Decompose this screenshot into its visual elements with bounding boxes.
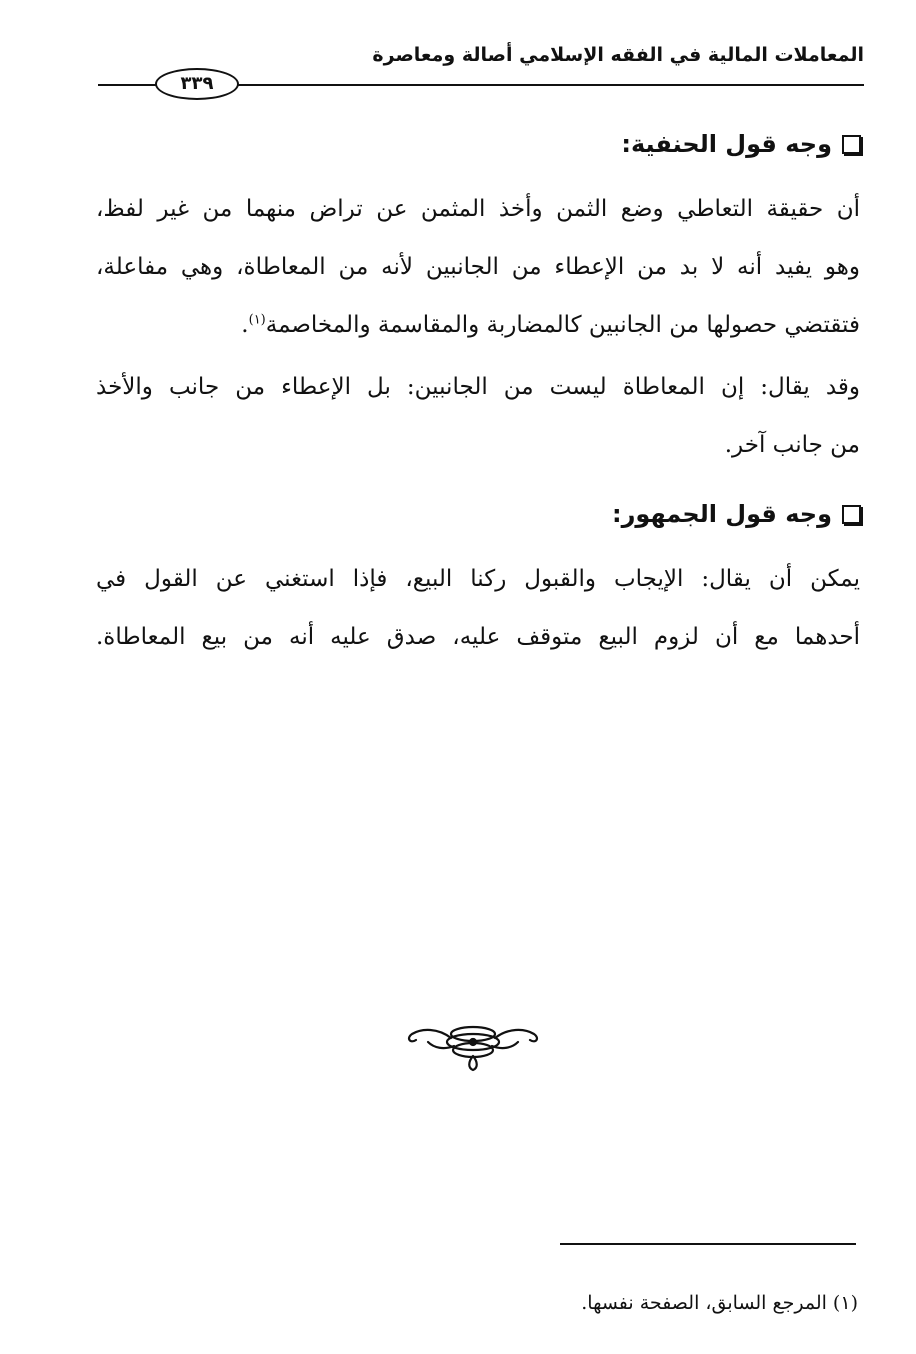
- paragraph-line-end: .: [241, 312, 249, 338]
- paragraph-line: يمكن أن يقال: الإيجاب والقبول ركنا البيع، فإذا استغني عن القول في: [96, 566, 860, 592]
- paragraph-hanafi-reason: [96, 180, 860, 354]
- ornament-icon: [398, 1012, 548, 1074]
- paragraph-line-text: فتقتضي حصولها من الجانبين كالمضاربة والمقاسمة والمخاصمة: [265, 312, 860, 338]
- page-number: ٣٣٩: [155, 68, 239, 100]
- section-heading-jumhur-text: وجه قول الجمهور:: [612, 500, 832, 528]
- footnote-rule: [560, 1243, 856, 1245]
- paragraph-line: [96, 296, 860, 354]
- section-heading-jumhur: [612, 500, 861, 528]
- paragraph-jumhur-reason: [96, 550, 860, 666]
- paragraph-objection: [96, 358, 860, 474]
- paragraph-line: من جانب آخر.: [724, 432, 860, 458]
- paragraph-line: وهو يفيد أنه لا بد من الإعطاء من الجانبين لأنه من المعاطاة، وهي مفاعلة،: [96, 254, 860, 280]
- paragraph-line: أحدهما مع أن لزوم البيع متوقف عليه، صدق عليه أنه من بيع المعاطاة.: [96, 624, 860, 650]
- paragraph-line: وقد يقال: إن المعاطاة ليست من الجانبين: بل الإعطاء من جانب والأخذ: [96, 374, 860, 400]
- section-heading-hanafi: [621, 130, 861, 158]
- footnote: (١) المرجع السابق، الصفحة نفسها.: [581, 1292, 858, 1314]
- checkbox-icon: [842, 135, 861, 154]
- paragraph-line: أن حقيقة التعاطي وضع الثمن وأخذ المثمن عن تراض منهما من غير لفظ،: [96, 196, 860, 222]
- footnote-reference[interactable]: (١): [248, 312, 266, 328]
- section-heading-hanafi-text: وجه قول الحنفية:: [621, 130, 832, 158]
- running-title: المعاملات المالية في الفقه الإسلامي أصالة ومعاصرة: [372, 44, 864, 66]
- checkbox-icon: [842, 505, 861, 524]
